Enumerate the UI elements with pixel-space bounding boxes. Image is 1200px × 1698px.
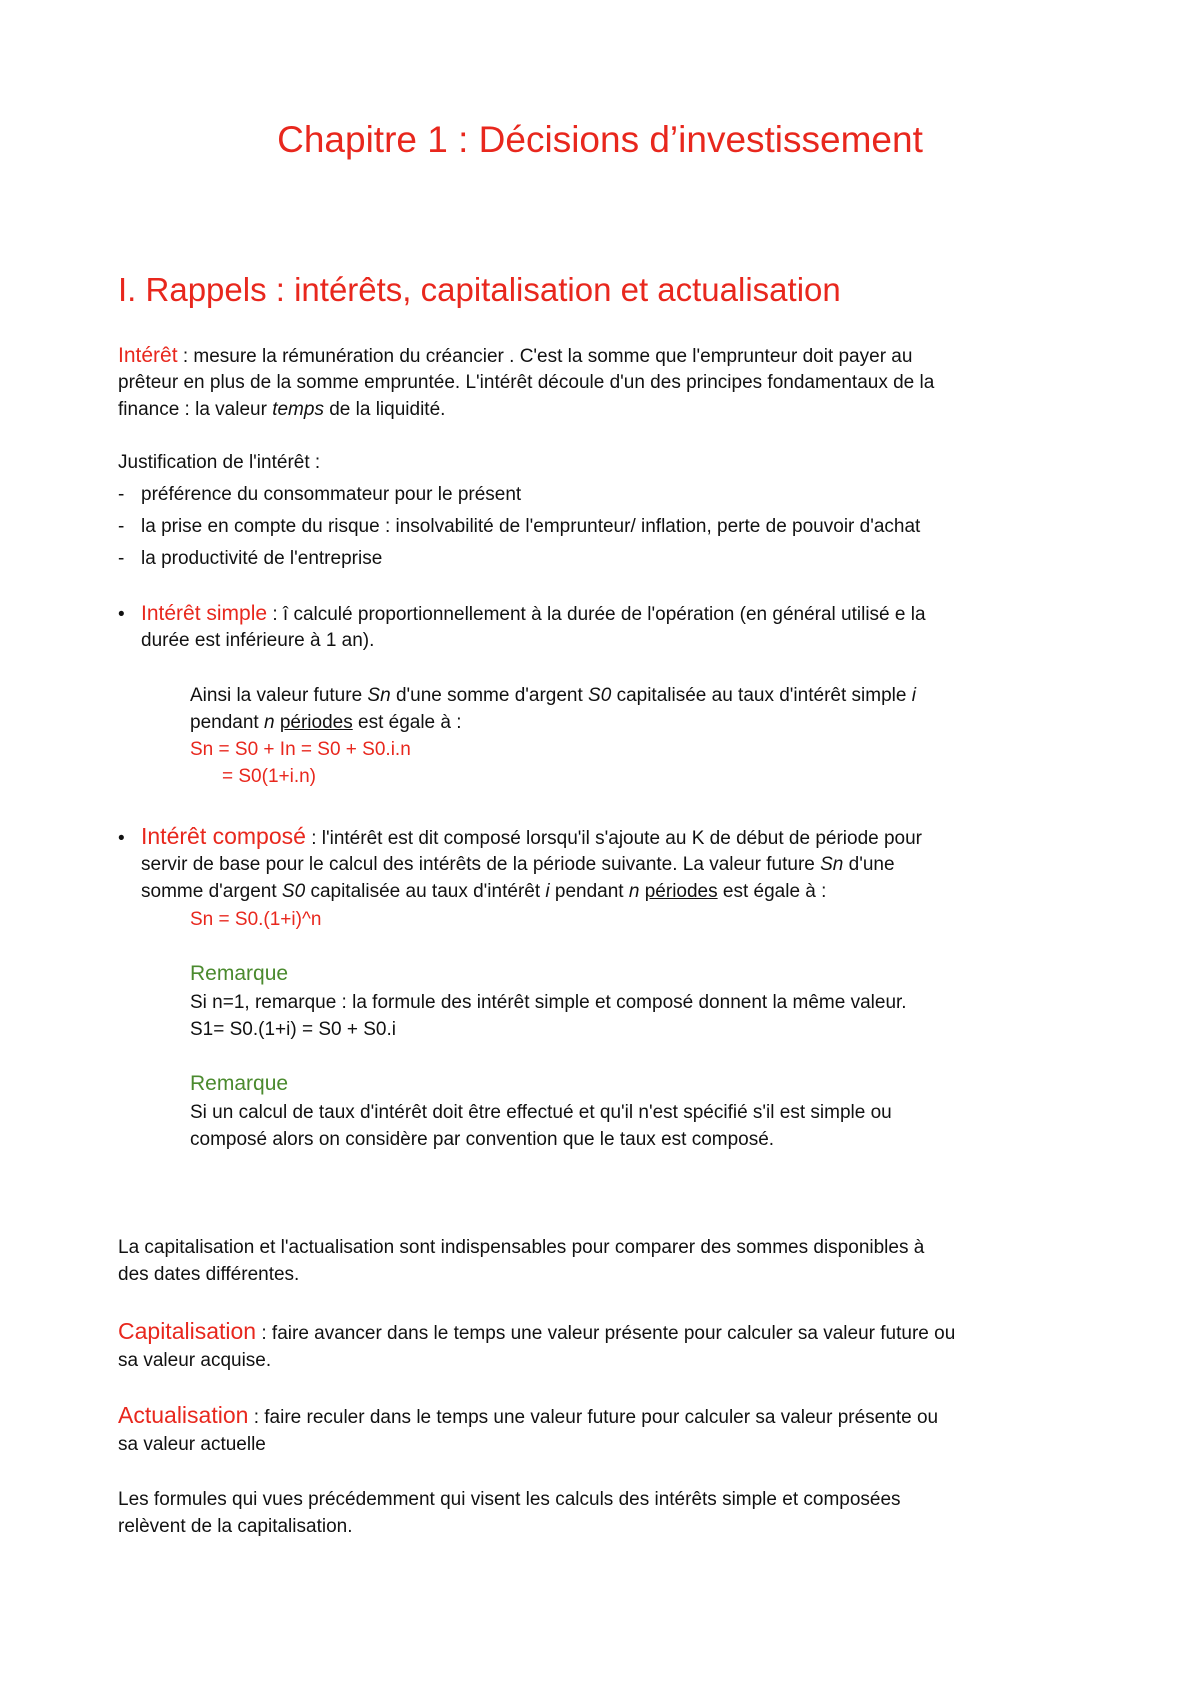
bullet-compose: •	[118, 828, 125, 849]
compose-formula: Sn = S0.(1+i)^n	[190, 909, 322, 930]
page-title: Chapitre 1 : Décisions d’investissement	[277, 119, 923, 160]
remarque-2-line-1: Si un calcul de taux d'intérêt doit être effectué et qu'il n'est spécifié s'il est simple ou	[190, 1102, 892, 1123]
capitalisation-line-2: sa valeur acquise.	[118, 1350, 272, 1371]
interet-def-line-2: prêteur en plus de la somme empruntée. L'intérêt découle d'un des principes fondamentaux de la	[118, 372, 935, 393]
remarque-2-line-2: composé alors on considère par convention que le taux est composé.	[190, 1129, 775, 1150]
capitalisation-line-1: Capitalisation : faire avancer dans le temps une valeur présente pour calculer sa valeur future ou	[118, 1318, 956, 1344]
remarque-1-title: Remarque	[190, 962, 289, 985]
justification-item-3: la productivité de l'entreprise	[141, 548, 383, 569]
actualisation-line-1: Actualisation : faire reculer dans le temps une valeur future pour calculer sa valeur présente ou	[118, 1402, 939, 1428]
justification-item-1: préférence du consommateur pour le présent	[141, 484, 522, 505]
interet-def-line-3: finance : la valeur temps de la liquidité.	[118, 399, 446, 420]
cap-intro-line-2: des dates différentes.	[118, 1264, 300, 1285]
formules-note-line-1: Les formules qui vues précédemment qui visent les calculs des intérêts simple et composées	[118, 1489, 901, 1510]
interet-simple-term: Intérêt simple	[141, 602, 268, 625]
capitalisation-term: Capitalisation	[118, 1318, 257, 1344]
compose-line-1: Intérêt composé : l'intérêt est dit composé lorsqu'il s'ajoute au K de début de période pour	[141, 823, 923, 849]
bullet-simple: •	[118, 604, 125, 625]
simple-para-line-1: Ainsi la valeur future Sn d'une somme d'argent S0 capitalisée au taux d'intérêt simple i	[190, 685, 916, 706]
simple-formula-1: Sn = S0 + In = S0 + S0.i.n	[190, 739, 411, 760]
simple-formula-2: = S0(1+i.n)	[222, 766, 316, 787]
compose-line-2: servir de base pour le calcul des intérêts de la période suivante. La valeur future Sn d'une	[141, 854, 895, 875]
section-heading: I. Rappels : intérêts, capitalisation et actualisation	[118, 271, 841, 308]
justification-item-2: la prise en compte du risque : insolvabilité de l'emprunteur/ inflation, perte de pouvoir d'achat	[141, 516, 921, 537]
dash-2: -	[118, 516, 125, 537]
remarque-2-title: Remarque	[190, 1072, 289, 1095]
interet-term: Intérêt	[118, 344, 178, 367]
simple-line-2: durée est inférieure à 1 an).	[141, 630, 375, 651]
interet-compose-term: Intérêt composé	[141, 823, 306, 849]
formules-note-line-2: relèvent de la capitalisation.	[118, 1516, 353, 1537]
dash-3: -	[118, 548, 125, 569]
actualisation-term: Actualisation	[118, 1402, 249, 1428]
simple-para-line-2: pendant n périodes est égale à :	[190, 712, 462, 733]
dash-1: -	[118, 484, 125, 505]
cap-intro-line-1: La capitalisation et l'actualisation sont indispensables pour comparer des sommes disponibles à	[118, 1237, 925, 1258]
justification-heading: Justification de l'intérêt :	[118, 452, 321, 473]
compose-line-3: somme d'argent S0 capitalisée au taux d'intérêt i pendant n périodes est égale à :	[141, 881, 827, 902]
actualisation-line-2: sa valeur actuelle	[118, 1434, 266, 1455]
remarque-1-line-2: S1= S0.(1+i) = S0 + S0.i	[190, 1019, 396, 1040]
interet-def-line-1: Intérêt : mesure la rémunération du créancier . C'est la somme que l'emprunteur doit payer au	[118, 344, 913, 367]
remarque-1-line-1: Si n=1, remarque : la formule des intérêt simple et composé donnent la même valeur.	[190, 992, 907, 1013]
simple-line-1: Intérêt simple : î calculé proportionnellement à la durée de l'opération (en général utilisé e la	[141, 602, 926, 625]
